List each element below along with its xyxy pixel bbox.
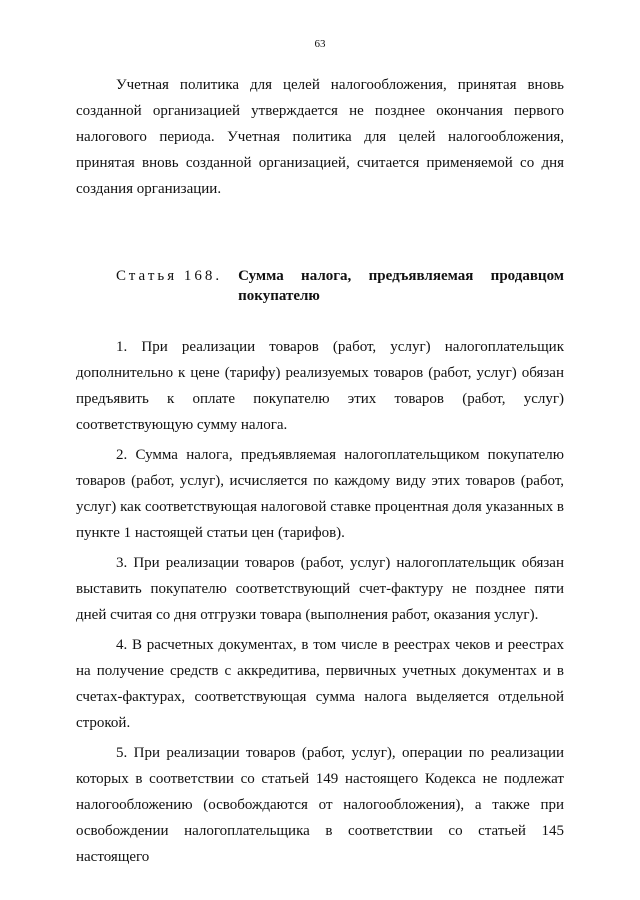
intro-paragraph: Учетная политика для целей налогообложения, принятая вновь созданной организацией утверждается не позднее окончания первого налогового периода. Учетная политика для целей налогообложения, принятая вновь созданной организацией, считается применяемой со дня создания организации. [76, 77, 564, 197]
page-body [76, 72, 564, 874]
clause-4: 4. В расчетных документах, в том числе в реестрах чеков и реестрах на получение средств с аккредитива, первичных учетных документах и в счетах-фактурах, соответствующая сумма налога выделяется отдельной строкой. [76, 637, 564, 731]
clause-1: 1. При реализации товаров (работ, услуг) налогоплательщик дополнительно к цене (тарифу) реализуемых товаров (работ, услуг) обязан предъявить к оплате покупателю этих товаров (работ, услуг) соответствующую сумму налога. [76, 339, 564, 433]
clause-2: 2. Сумма налога, предъявляемая налогоплательщиком покупателю товаров (работ, услуг), исчисляется по каждому виду этих товаров (работ, услуг) как соответствующая налоговой ставке процентная доля указанных в пункте 1 настоящей статьи цен (тарифов). [76, 447, 564, 541]
clause-5: 5. При реализации товаров (работ, услуг), операции по реализации которых в соответствии со статьей 149 настоящего Кодекса не подлежат налогообложению (освобождаются от налогообложения), а также при освобождении налогоплательщика в соответствии со статьей 145 настоящего [76, 745, 564, 865]
page-number: 63 [314, 38, 326, 50]
article-title: Сумма налога, предъявляемая продавцом покупателю [238, 268, 564, 304]
article-label: Статья 168. [116, 268, 223, 284]
clause-3: 3. При реализации товаров (работ, услуг) налогоплательщик обязан выставить покупателю соответствующий счет-фактуру не позднее пяти дней считая со дня отгрузки товара (выполнения работ, оказания услуг). [76, 555, 564, 623]
article-heading [116, 266, 564, 306]
